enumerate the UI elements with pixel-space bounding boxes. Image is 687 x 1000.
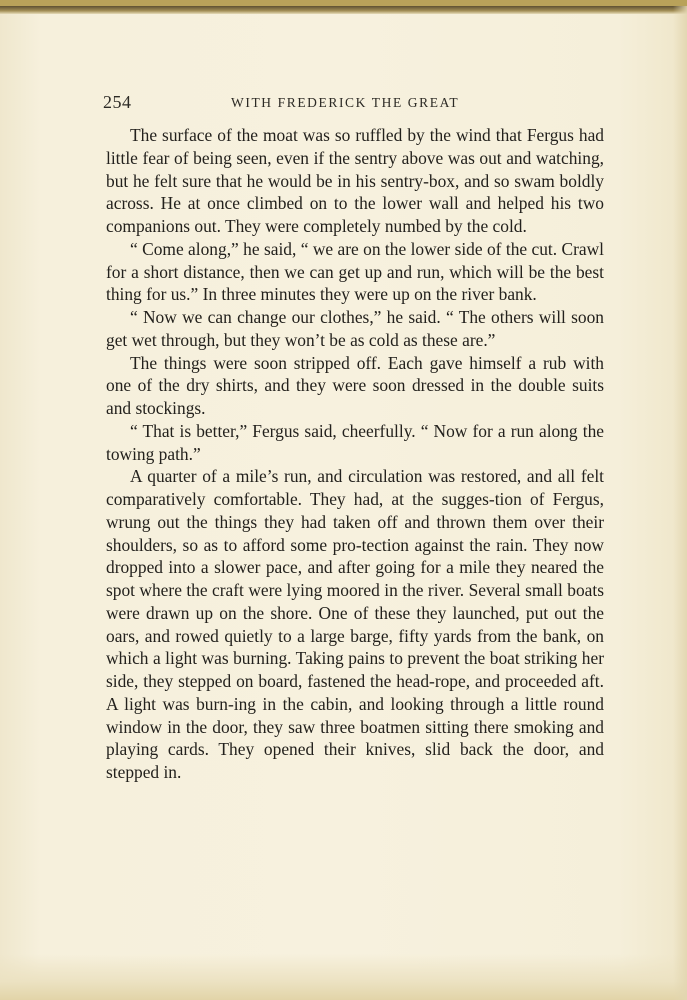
- page-number: 254: [103, 92, 132, 112]
- paragraph: “ Come along,” he said, “ we are on the lower side of the cut. Crawl for a short distance, then we can get up and run, which will be the best thing for us.” In three minutes they were up on the river bank.: [106, 238, 604, 305]
- book-page: [0, 6, 687, 1000]
- paragraph: “ That is better,” Fergus said, cheerfully. “ Now for a run along the towing path.”: [106, 420, 604, 464]
- page-top-edge: [0, 6, 687, 14]
- running-title: WITH FREDERICK THE GREAT: [231, 95, 460, 110]
- paragraph: A quarter of a mile’s run, and circulation was restored, and all felt comparatively comfortable. They had, at the sugges-tion of Fergus, wrung out the things they had taken off and thrown them over their shoulders, so as to afford some pro-tection against the rain. They now dropped into a slower pace, and after going for a mile they neared the spot where the craft were lying moored in the river. Several small boats were drawn up on the shore. One of these they launched, put out the oars, and rowed quietly to a large barge, fifty yards from the bank, on which a light was burning. Taking pains to prevent the boat striking her side, they stepped on board, fastened the head-rope, and proceeded aft. A light was burn-ing in the cabin, and looking through a little round window in the door, they saw three boatmen sitting there smoking and playing cards. They opened their knives, slid back the door, and stepped in.: [106, 466, 604, 782]
- paragraph: “ Now we can change our clothes,” he said. “ The others will soon get wet through, but they won’t be as cold as these are.”: [106, 307, 604, 350]
- running-head: [103, 92, 603, 114]
- body-text: [106, 124, 604, 784]
- paragraph: The surface of the moat was so ruffled by the wind that Fergus had little fear of being seen, even if the sentry above was out and watching, but he felt sure that he would be in his sentry-box, and so swam boldly across. He at once climbed on to the lower wall and helped his two companions out. They were completely numbed by the cold.: [106, 125, 604, 236]
- paragraph: The things were soon stripped off. Each gave himself a rub with one of the dry shirts, and they were soon dressed in the double suits and stockings.: [106, 352, 604, 418]
- page-bottom-edge: [0, 954, 687, 1000]
